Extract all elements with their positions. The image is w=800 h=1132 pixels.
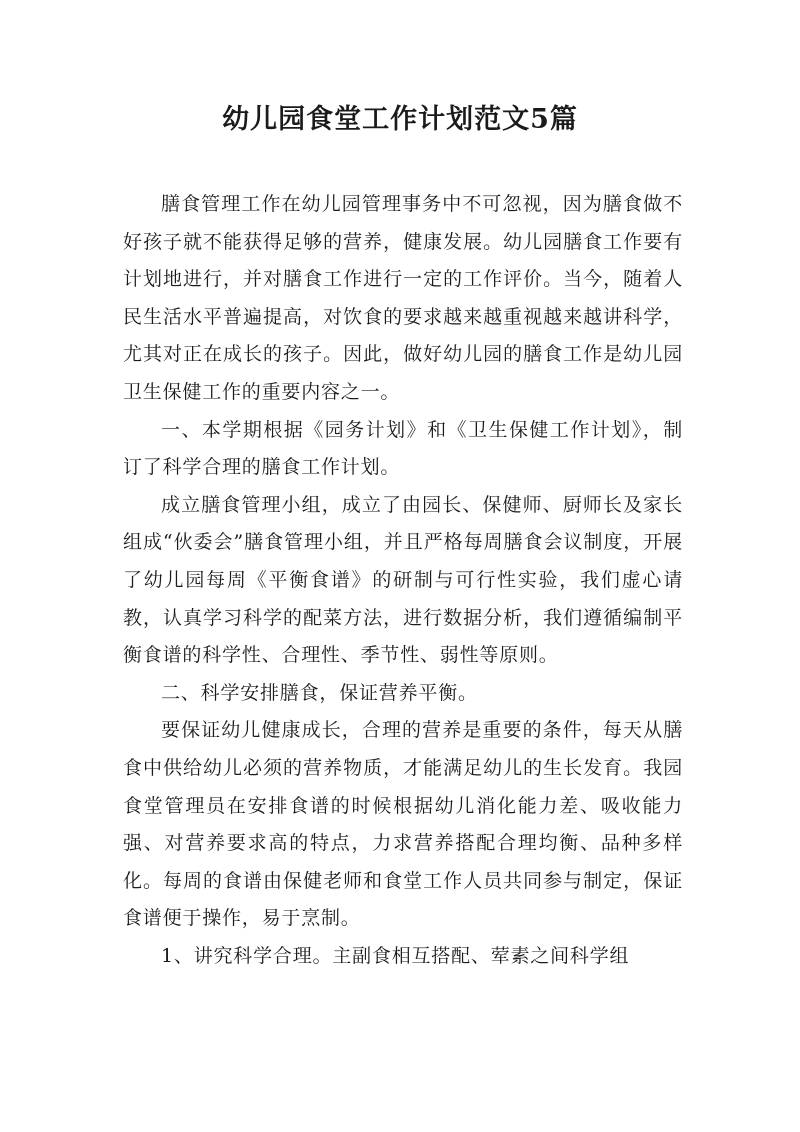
document-body <box>123 186 683 975</box>
paragraph-item-one: 1、讲究科学合理。主副食相互搭配、荤素之间科学组 <box>161 944 630 967</box>
paragraph-section-one-heading: 一、本学期根据《园务计划》和《卫生保健工作计划》，制订了科学合理的膳食工作计划。 <box>123 418 683 479</box>
paragraph-intro: 膳食管理工作在幼儿园管理事务中不可忽视，因为膳食做不好孩子就不能获得足够的营养，健康发展。幼儿园膳食工作要有计划地进行，并对膳食工作进行一定的工作评价。当今，随着人民生活水平普遍提高，对饮食的要求越来越重视越来越讲科学，尤其对正在成长的孩子。因此，做好幼儿园的膳食工作是幼儿园卫生保健工作的重要内容之一。 <box>123 193 683 403</box>
paragraph-nutrition: 要保证幼儿健康成长，合理的营养是重要的条件，每天从膳食中供给幼儿必须的营养物质，才能满足幼儿的生长发育。我园食堂管理员在安排食谱的时候根据幼儿消化能力差、吸收能力强、对营养要求高的特点，力求营养搭配合理均衡、品种多样化。每周的食谱由保健老师和食堂工作人员共同参与制定，保证食谱便于操作，易于烹制。 <box>123 719 683 930</box>
paragraph-section-two-heading: 二、科学安排膳食，保证营养平衡。 <box>161 681 478 704</box>
paragraph-management-group: 成立膳食管理小组，成立了由园长、保健师、厨师长及家长组成“伙委会”膳食管理小组，并且严格每周膳食会议制度，开展了幼儿园每周《平衡食谱》的研制与可行性实验，我们虚心请教，认真学习科学的配菜方法，进行数据分析，我们遵循编制平衡食谱的科学性、合理性、季节性、弱性等原则。 <box>123 493 683 667</box>
document-title: 幼儿园食堂工作计划范文5篇 <box>222 104 578 135</box>
